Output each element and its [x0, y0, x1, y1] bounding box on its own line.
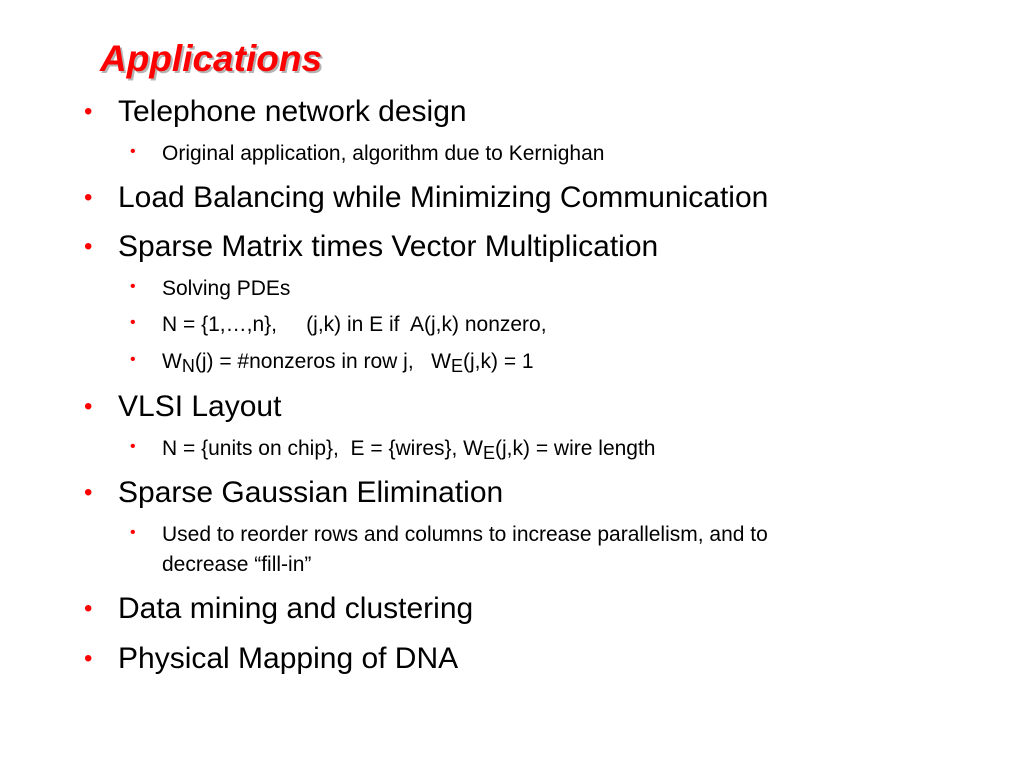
- bullet-marker: •: [84, 479, 93, 506]
- bullet-text: [162, 347, 534, 377]
- text-run: (j,k) = 1: [463, 350, 534, 373]
- bullet-marker: •: [130, 351, 136, 368]
- slide-title: Applications: [100, 38, 323, 79]
- bullet-text: Telephone network design: [118, 95, 467, 128]
- bullet-marker: •: [84, 645, 93, 672]
- text-run: (j) = #nonzeros in row j, W: [194, 350, 451, 373]
- bullet-marker: •: [130, 143, 136, 160]
- bullet-marker: •: [130, 524, 136, 541]
- bullet-text: Sparse Gaussian Elimination: [118, 476, 504, 509]
- subscript: E: [451, 356, 464, 376]
- text-run: W: [162, 350, 182, 373]
- bullet-text-line: Used to reorder rows and columns to increase parallelism, and to: [162, 523, 768, 546]
- bullet-marker: •: [130, 438, 136, 455]
- bullet-text: VLSI Layout: [118, 390, 282, 423]
- bullet-text: Data mining and clustering: [118, 592, 474, 625]
- bullet-marker: •: [84, 98, 93, 125]
- bullet-text: Original application, algorithm due to Kernighan: [162, 142, 605, 165]
- bullet-marker: •: [84, 184, 93, 211]
- bullet-marker: •: [130, 278, 136, 295]
- bullet-marker: •: [130, 314, 136, 331]
- bullet-marker: •: [84, 393, 93, 420]
- subscript: N: [181, 356, 195, 376]
- bullet-marker: •: [84, 233, 93, 260]
- bullet-text: Load Balancing while Minimizing Communication: [118, 181, 769, 214]
- bullet-text: Physical Mapping of DNA: [118, 642, 459, 675]
- text-run: (j,k) = wire length: [495, 437, 656, 460]
- subscript: E: [483, 443, 496, 463]
- bullet-marker: •: [84, 595, 93, 622]
- bullet-text: N = {1,…,n}, (j,k) in E if A(j,k) nonzero,: [162, 313, 547, 336]
- bullet-text-line: decrease “fill-in”: [162, 553, 312, 576]
- text-run: N = {units on chip}, E = {wires}, W: [162, 437, 483, 460]
- bullet-text: Solving PDEs: [162, 277, 291, 300]
- bullet-text: Sparse Matrix times Vector Multiplication: [118, 230, 659, 263]
- bullet-text: [162, 434, 656, 464]
